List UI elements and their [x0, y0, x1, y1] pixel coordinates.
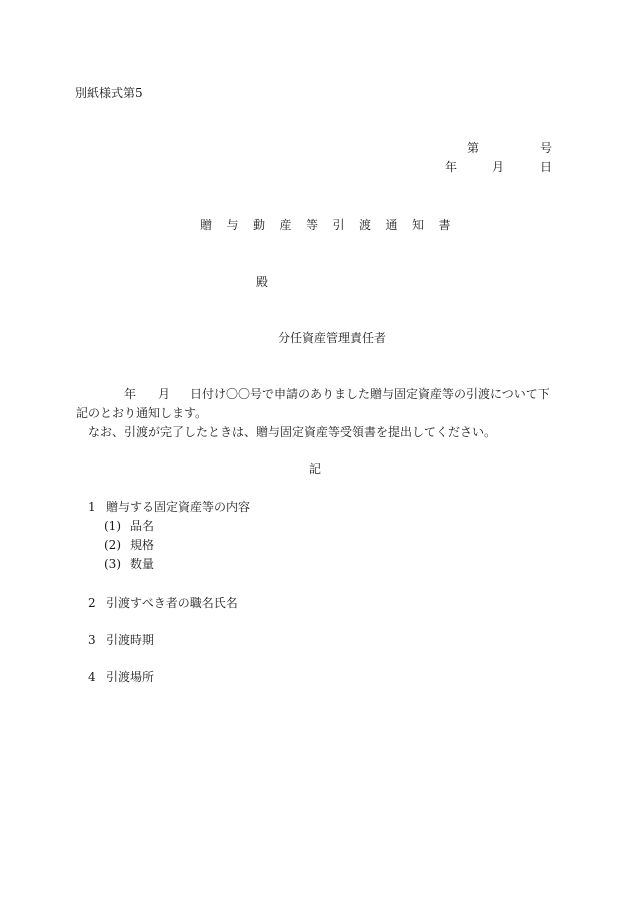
item-label: 引渡時期 — [106, 633, 155, 647]
sub-list-item — [104, 520, 154, 532]
list-item — [88, 671, 154, 683]
item-number: 4 — [88, 670, 96, 684]
document-number-prefix: 第 — [467, 141, 480, 155]
body-line-1-text: 日付け〇〇号で申請のありました贈与固定資産等の引渡について下 — [190, 387, 550, 401]
item-number: 2 — [88, 596, 96, 610]
list-item — [88, 634, 154, 646]
date-day-label: 日 — [540, 160, 553, 174]
document-number-suffix: 号 — [540, 141, 553, 155]
sub-item-number: (2) — [104, 538, 121, 552]
body-month-label: 月 — [158, 387, 171, 401]
date-month-label: 月 — [492, 160, 505, 174]
document-title: 贈与動産等引渡通知書 — [200, 218, 466, 232]
sender-title: 分任資産管理責任者 — [278, 331, 387, 345]
item-number: 1 — [88, 500, 96, 514]
date-year-label: 年 — [445, 160, 458, 174]
body-line-3: なお、引渡が完了したときは、贈与固定資産等受領書を提出してください。 — [88, 425, 497, 439]
body-line-2: 記のとおり通知します。 — [76, 406, 208, 420]
item-number: 3 — [88, 633, 96, 647]
form-number: 別紙様式第5 — [75, 86, 143, 100]
addressee-suffix: 殿 — [256, 275, 269, 289]
sub-list-item — [104, 558, 154, 570]
sub-item-number: (1) — [104, 519, 121, 533]
list-item — [88, 597, 238, 609]
sub-item-label: 規格 — [130, 538, 155, 552]
list-item — [88, 501, 250, 513]
body-line-1 — [124, 388, 550, 400]
sub-item-label: 品名 — [130, 519, 155, 533]
item-label: 贈与する固定資産等の内容 — [106, 500, 251, 514]
sub-list-item — [104, 539, 154, 551]
sub-item-label: 数量 — [130, 557, 155, 571]
ki-heading: 記 — [309, 462, 322, 476]
item-label: 引渡場所 — [106, 670, 155, 684]
item-label: 引渡すべき者の職名氏名 — [106, 596, 238, 610]
body-year-label: 年 — [124, 387, 137, 401]
sub-item-number: (3) — [104, 557, 121, 571]
